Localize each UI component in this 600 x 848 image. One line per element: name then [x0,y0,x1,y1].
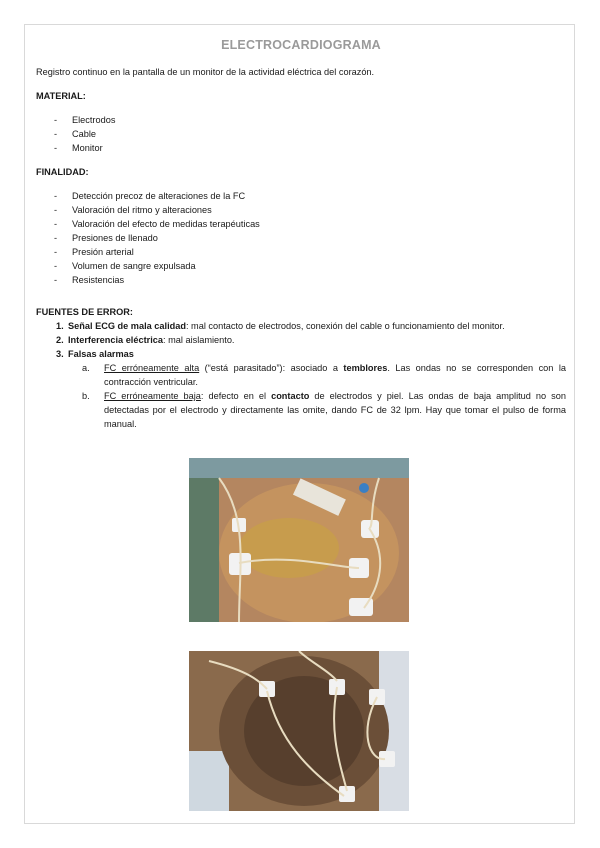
error-title: Señal ECG de mala calidad [68,321,186,331]
sub-text: : defecto en el [200,391,272,401]
material-item: - Cable [36,127,566,141]
sub-text: (“está parasitado”): asociado a [199,363,344,373]
finalidad-list [36,189,566,287]
ecg-photo-hairy-chest [189,651,409,811]
fuentes-heading: FUENTES DE ERROR: [36,307,133,317]
finalidad-item: - Valoración del ritmo y alteraciones [36,203,566,217]
sub-text: . Las ondas no se corresponden con la contracción ventricular. [104,363,567,387]
error-title: Interferencia eléctrica [68,335,163,345]
false-alarm-item [36,389,566,431]
document-title: ELECTROCARDIOGRAMA [221,38,381,52]
error-sources-list [36,319,566,361]
material-item: - Monitor [36,141,566,155]
sub-letter: a. [82,363,90,373]
error-item [36,347,566,361]
error-number: 2. [56,335,64,345]
sub-text: de electrodos y piel. Las ondas de baja amplitud no son detectadas por el electrodo y directamente las omite, dando FC de 32 lpm. Hay que tomar el pulso de forma manual. [104,391,566,429]
material-heading: MATERIAL: [36,91,86,101]
finalidad-item: - Presiones de llenado [36,231,566,245]
finalidad-item: - Valoración del efecto de medidas terapéuticas [36,217,566,231]
sub-bold: contacto [271,391,310,401]
error-number: 3. [56,349,64,359]
sub-bold: temblores [343,363,388,373]
finalidad-heading: FINALIDAD: [36,167,89,177]
intro-paragraph: Registro continuo en la pantalla de un monitor de la actividad eléctrica del corazón. [36,67,375,77]
finalidad-item: - Volumen de sangre expulsada [36,259,566,273]
error-item [36,319,566,333]
document-page [24,24,575,824]
error-item [36,333,566,347]
false-alarm-item [36,361,566,389]
false-alarms-list [36,361,566,431]
sub-title: FC erróneamente alta [104,363,200,373]
error-number: 1. [56,321,64,331]
sub-title: FC erróneamente baja [104,391,201,401]
material-list [36,113,566,155]
error-title: Falsas alarmas [68,349,134,359]
error-text: : mal contacto de electrodos, conexión del cable o funcionamiento del monitor. [185,321,505,331]
sub-letter: b. [82,391,90,401]
document-body [36,37,566,431]
material-item: - Electrodos [36,113,566,127]
finalidad-item: - Resistencias [36,273,566,287]
error-text: : mal aislamiento. [163,335,235,345]
finalidad-item: - Presión arterial [36,245,566,259]
ecg-photo-chest [189,458,409,622]
finalidad-item: - Detección precoz de alteraciones de la FC [36,189,566,203]
